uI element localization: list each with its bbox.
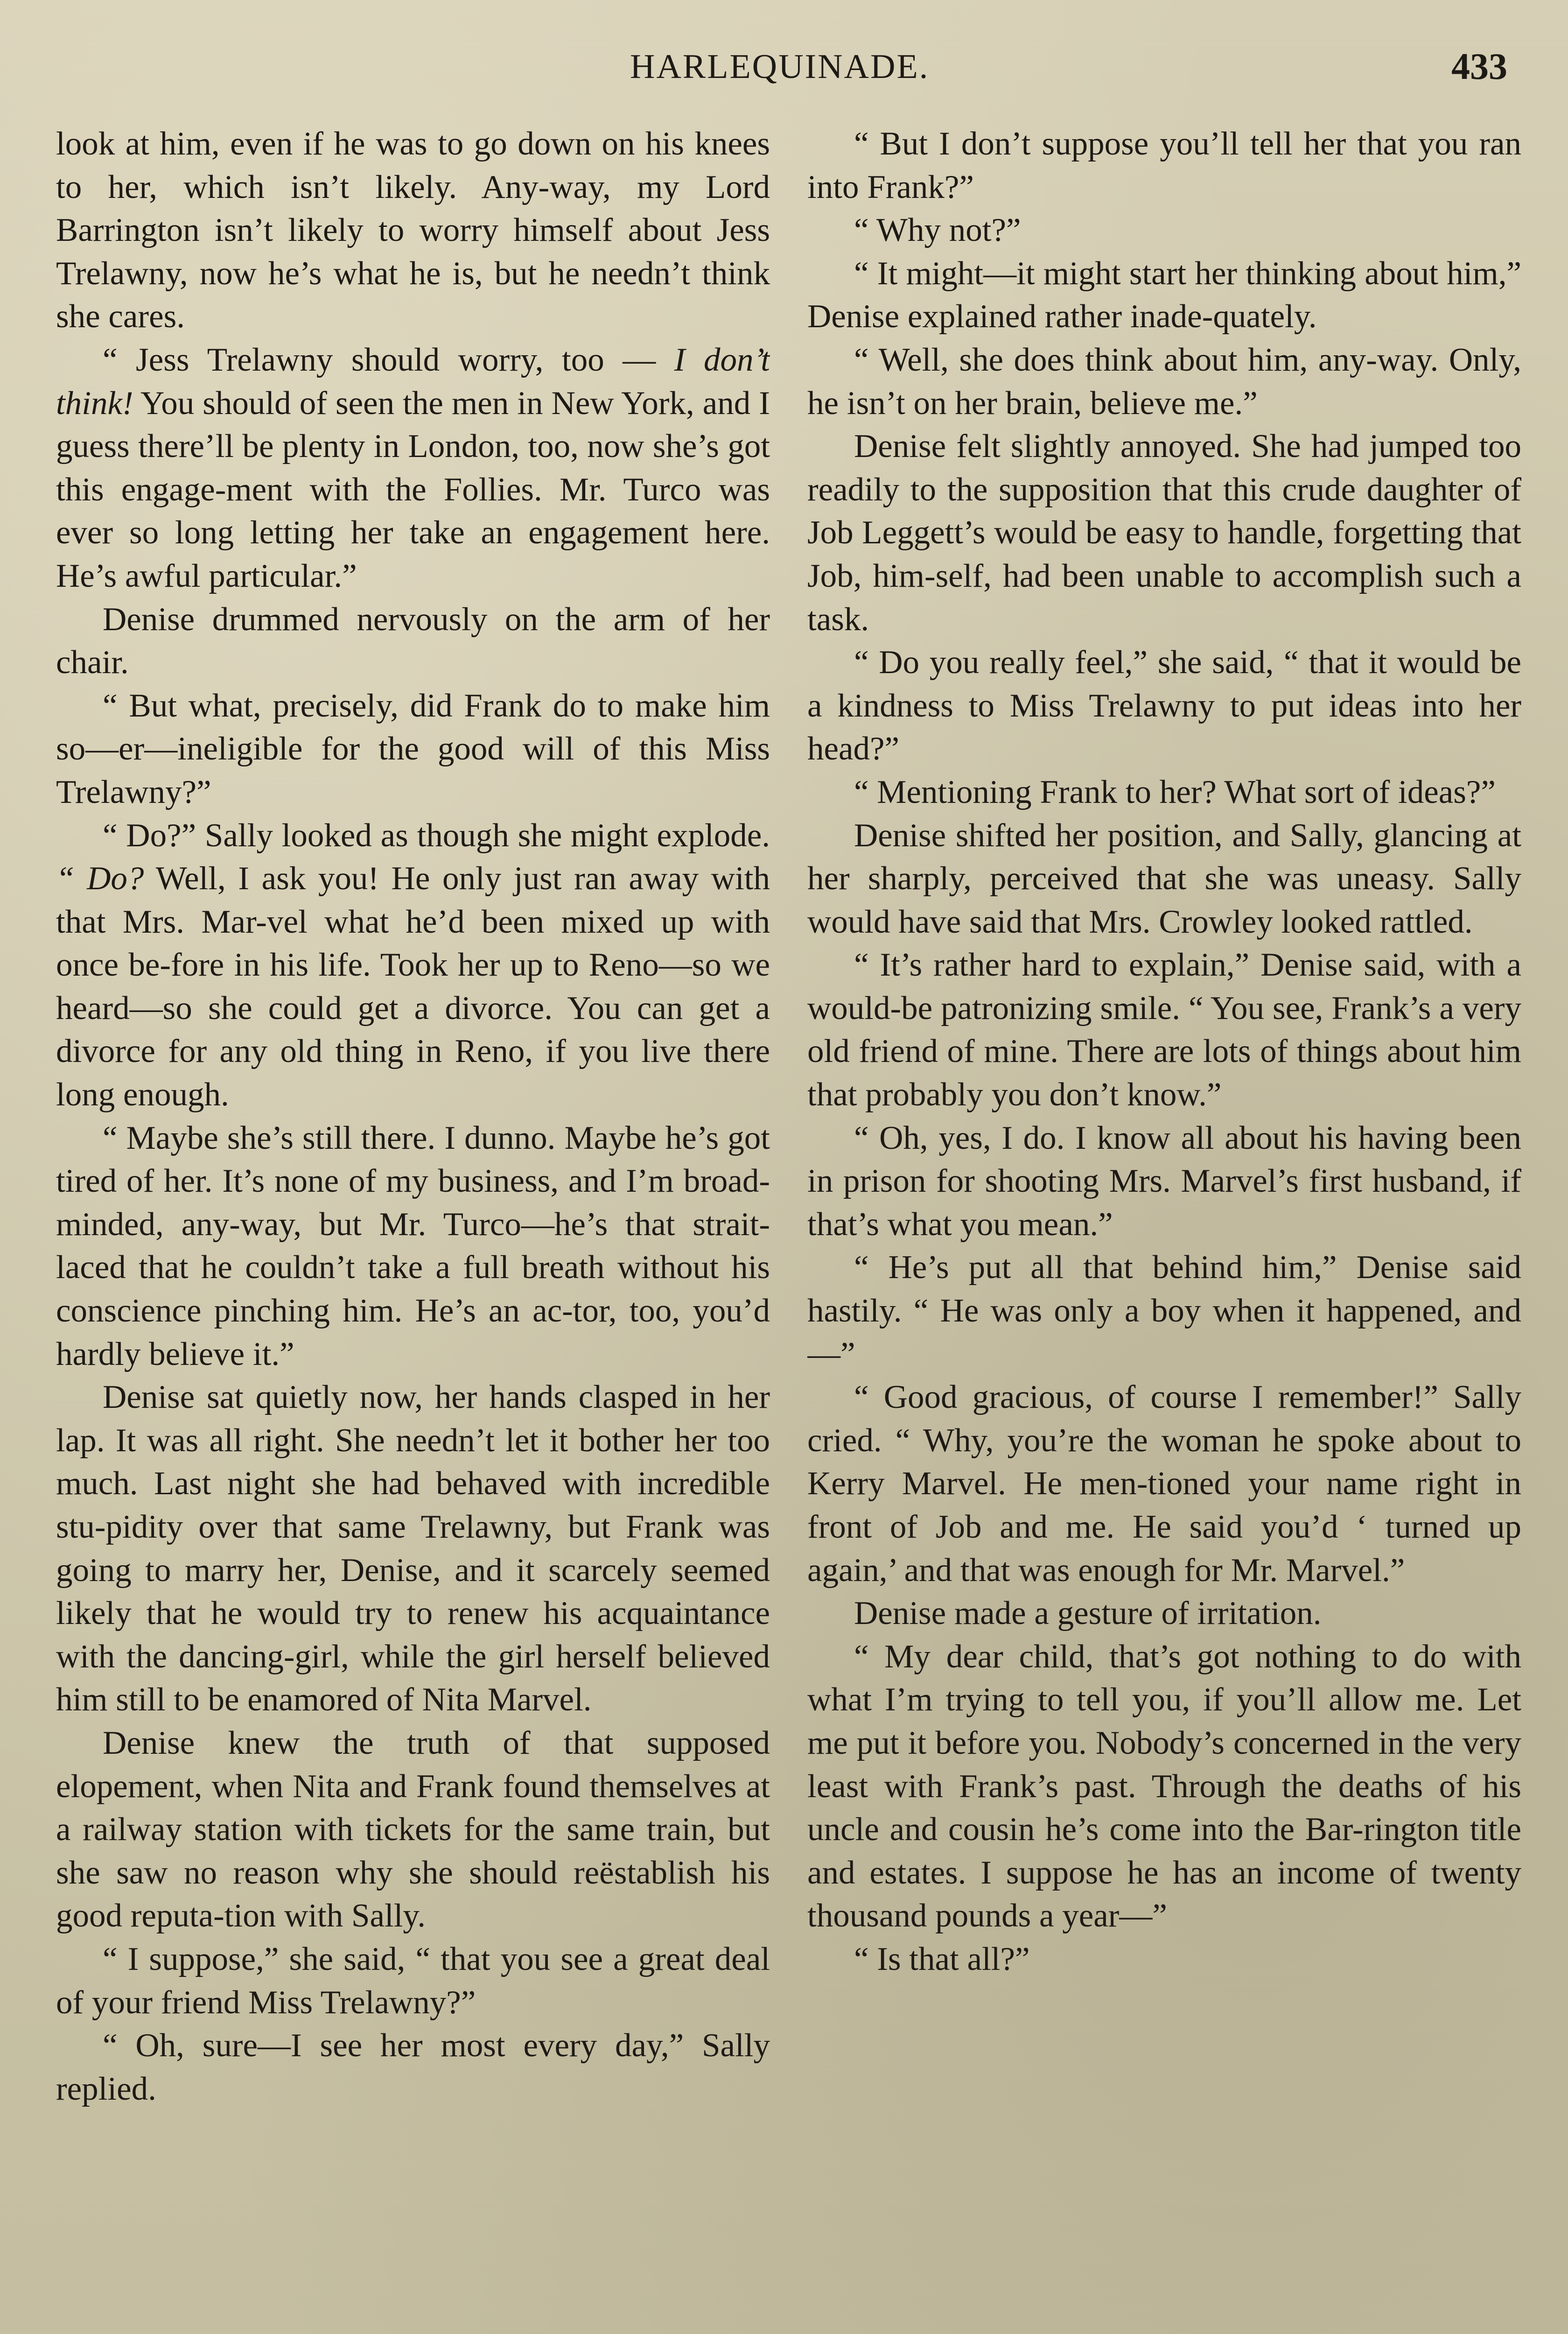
paragraph: Denise sat quietly now, her hands clasped in her lap. It was all right. She needn’t let it bother her too much. Last night she had behaved with incredible stu-pidity over that same Trelawny, but Frank was going to marry her, Denise, and it scarcely seemed likely that he would try to renew his acquaintance with the dancing-girl, while the girl herself believed him still to be enamored of Nita Marvel. <box>56 1379 770 1718</box>
running-head <box>56 41 1507 92</box>
paragraph: “ He’s put all that behind him,” Denise said hastily. “ He was only a boy when it happened, and—” <box>807 1249 1521 1372</box>
paragraph: look at him, even if he was to go down on his knees to her, which isn’t likely. Any-way, my Lord Barrington isn’t likely to worry himself about Jess Trelawny, now he’s what he is, but he needn’t think she cares. <box>56 126 770 335</box>
paragraph: Denise felt slightly annoyed. She had jumped too readily to the supposition that this crude daughter of Job Leggett’s would be easy to handle, forgetting that Job, him-self, had been unable to accomplish such a task. <box>807 428 1521 638</box>
paragraph: “ Why not?” <box>854 212 1021 249</box>
right-column <box>807 122 1521 2334</box>
paragraph-text: You should of seen the men in New York, and I guess there’ll be plenty in London, too, now she’s got this engage-ment with the Follies. Mr. Turco was ever so long letting her take an engagement here. He’s awful particular.” <box>56 385 770 594</box>
paragraph: Denise made a gesture of irritation. <box>854 1595 1322 1632</box>
paragraph: “ Do you really feel,” she said, “ that it would be a kindness to Miss Trelawny to put ideas into her head?” <box>807 644 1521 767</box>
paragraph: “ But what, precisely, did Frank do to make him so—er—ineligible for the good will of this Miss Trelawny?” <box>56 687 770 810</box>
paragraph: “ Oh, yes, I do. I know all about his having been in prison for shooting Mrs. Marvel’s first husband, if that’s what you mean.” <box>807 1119 1521 1243</box>
paragraph: Denise shifted her position, and Sally, glancing at her sharply, perceived that she was uneasy. Sally would have said that Mrs. Crowley looked rattled. <box>807 817 1521 940</box>
paragraph-text: Well, I ask you! He only just ran away with that Mrs. Mar-vel what he’d been mixed up with once be-fore in his life. Took her up to Reno—so we heard—so she could get a divorce. You can get a divorce for any old thing in Reno, if you live there long enough. <box>56 860 770 1113</box>
paragraph: “ Well, she does think about him, any-way. Only, he isn’t on her brain, believe me.” <box>807 341 1521 422</box>
paragraph <box>56 338 770 598</box>
paragraph: “ My dear child, that’s got nothing to do with what I’m trying to tell you, if you’ll allow me. Let me put it before you. Nobody’s concerned in the very least with Frank’s past. Through the deaths of his uncle and cousin he’s come into the Bar-rington title and estates. I suppose he has an income of twenty thousand pounds a year—” <box>807 1638 1521 1934</box>
paragraph: “ But I don’t suppose you’ll tell her that you ran into Frank?” <box>807 126 1521 205</box>
paragraph: Denise knew the truth of that supposed elopement, when Nita and Frank found themselves at a railway station with tickets for the same train, but she saw no reason why she should reëstablish his good reputa-tion with Sally. <box>56 1724 770 1934</box>
paragraph: “ I suppose,” she said, “ that you see a great deal of your friend Miss Trelawny?” <box>56 1940 770 2021</box>
paragraph-text: “ Jess Trelawny should worry, too — <box>103 341 674 378</box>
paragraph: “ Good gracious, of course I remember!” Sally cried. “ Why, you’re the woman he spoke about to Kerry Marvel. He men-tioned your name right in front of Job and me. He said you’d ‘ turned up again,’ and that was enough for Mr. Marvel.” <box>807 1379 1521 1589</box>
emphasis-text: I don’t think! <box>56 341 770 422</box>
paragraph <box>56 814 770 1117</box>
paragraph: “ It might—it might start her thinking about him,” Denise explained rather inade-quately. <box>807 255 1521 335</box>
paragraph: “ It’s rather hard to explain,” Denise said, with a would-be patronizing smile. “ You see, Frank’s a very old friend of mine. There are lots of things about him that probably you don’t know.” <box>807 947 1521 1113</box>
left-column <box>56 122 770 2334</box>
page-number: 433 <box>1451 46 1507 87</box>
paragraph: “ Is that all?” <box>854 1940 1030 1977</box>
paragraph: “ Oh, sure—I see her most every day,” Sally replied. <box>56 2027 770 2107</box>
paragraph-text: “ Do?” Sally looked as though she might explode. <box>103 817 770 854</box>
paragraph: “ Maybe she’s still there. I dunno. Maybe he’s got tired of her. It’s none of my business, and I’m broad-minded, any-way, but Mr. Turco—he’s that strait-laced that he couldn’t take a full breath without his conscience pinching him. He’s an ac-tor, too, you’d hardly believe it.” <box>56 1119 770 1372</box>
emphasis-text: “ Do? <box>56 860 144 897</box>
running-title: HARLEQUINADE. <box>630 48 930 86</box>
paragraph: Denise drummed nervously on the arm of her chair. <box>56 601 770 681</box>
paragraph: “ Mentioning Frank to her? What sort of ideas?” <box>854 773 1496 810</box>
